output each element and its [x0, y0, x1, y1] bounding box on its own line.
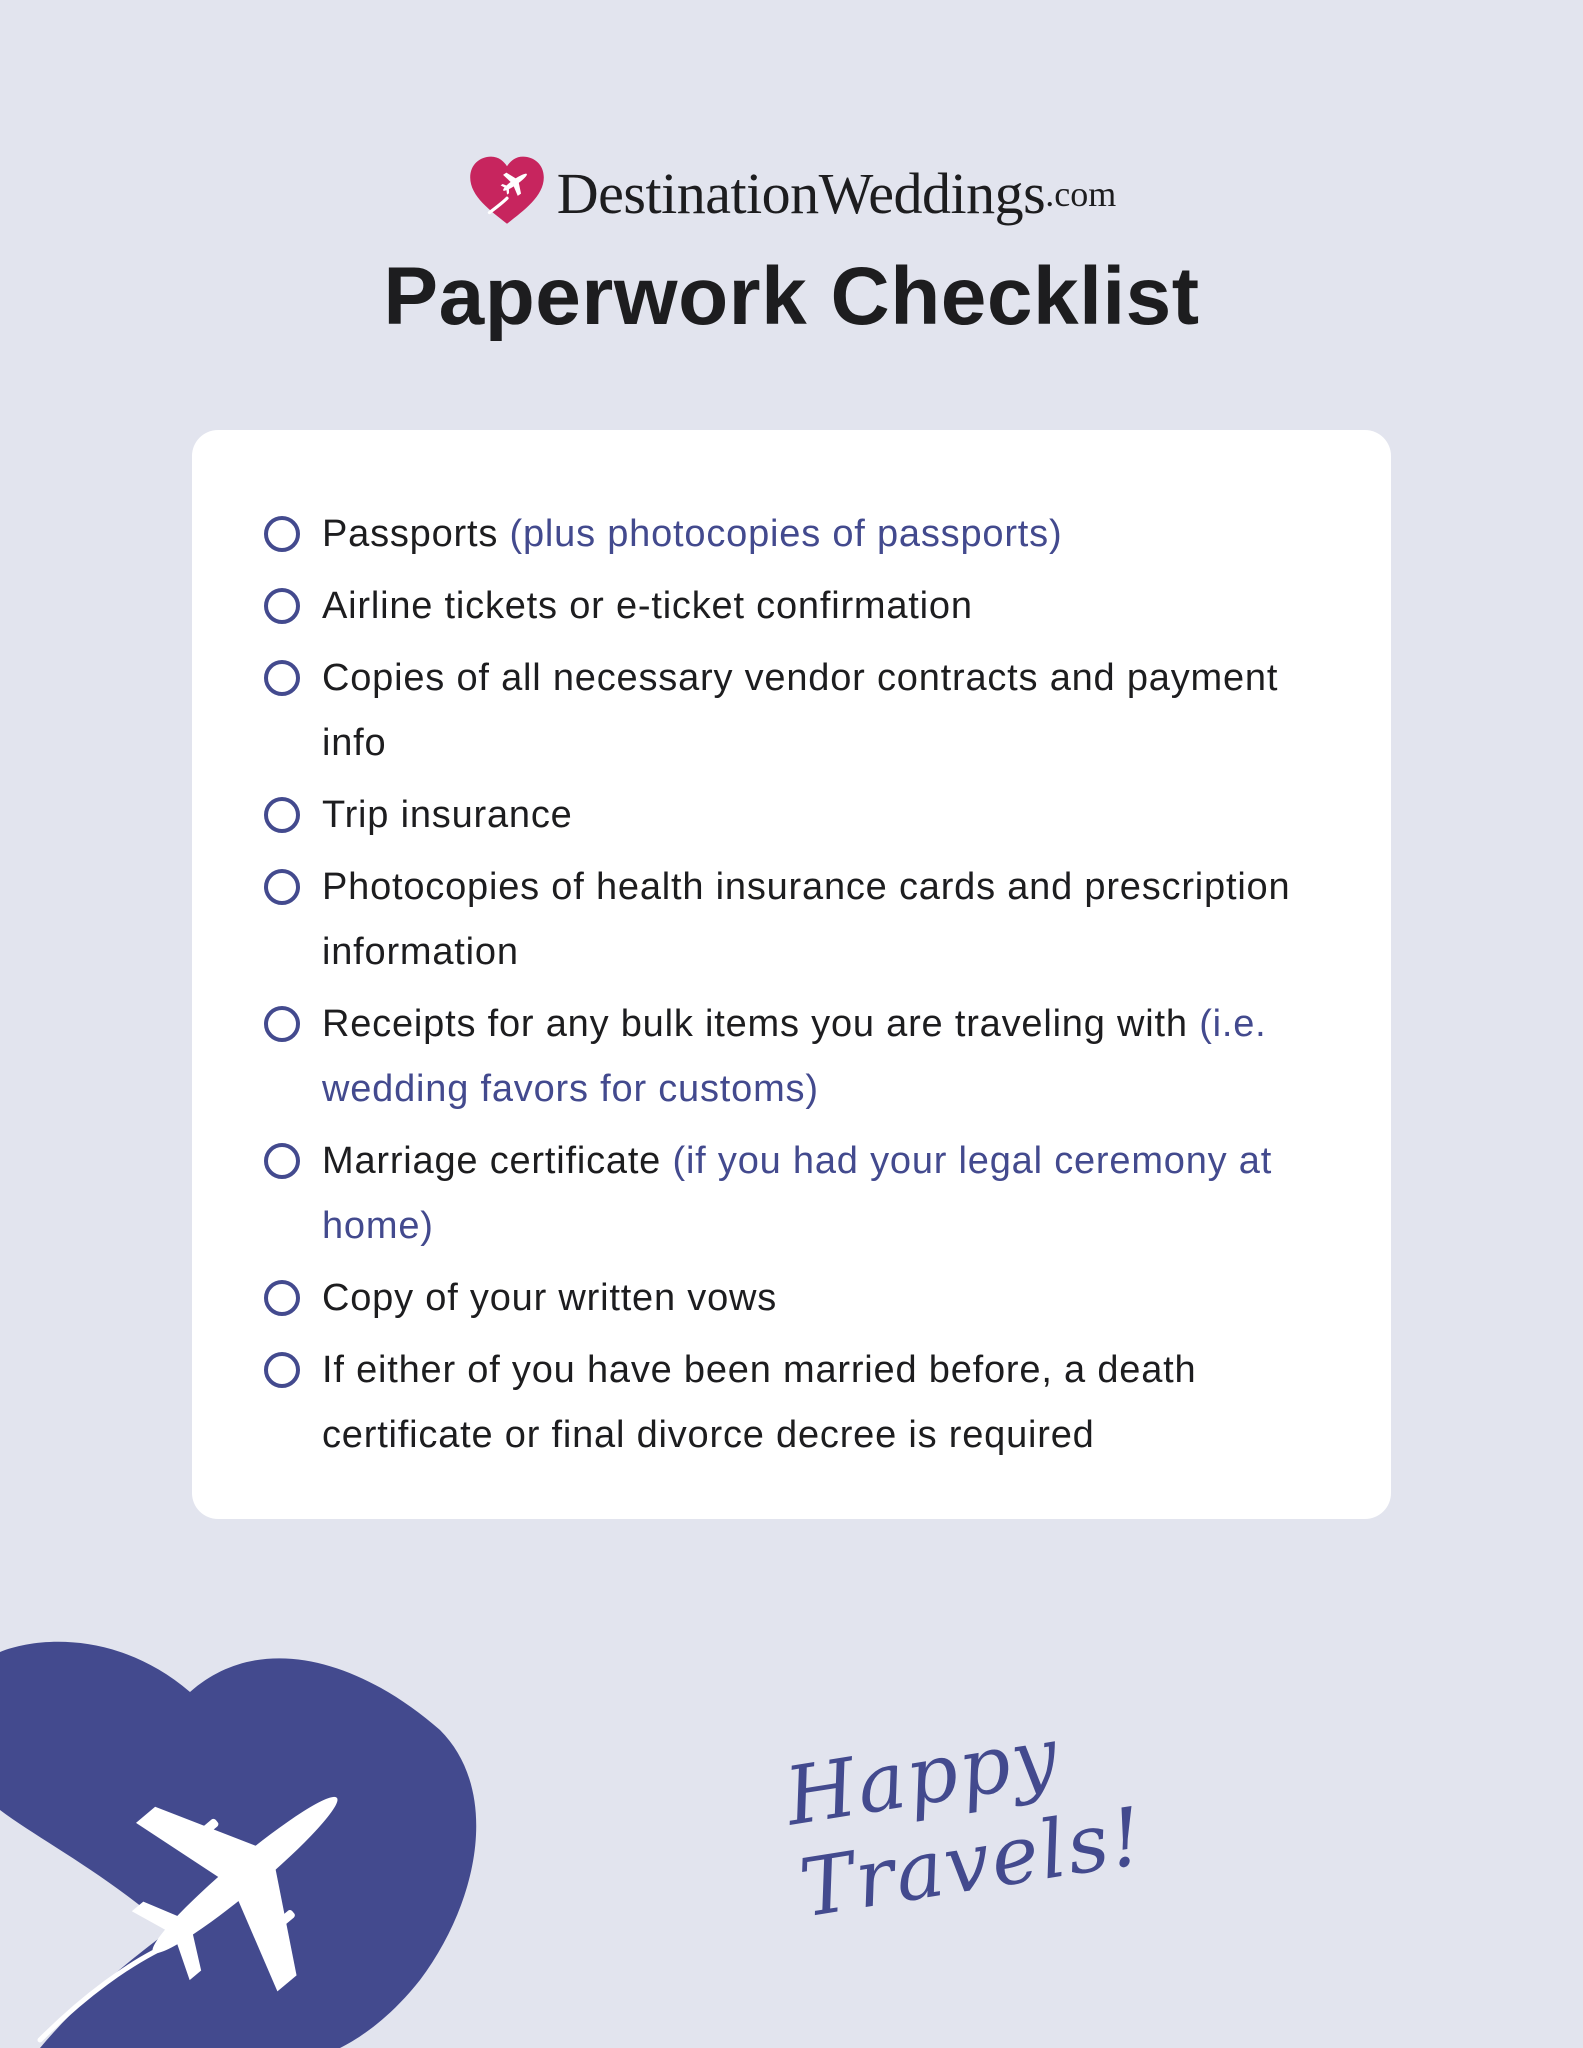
checkbox-circle-icon[interactable]: [264, 588, 300, 624]
item-text: Trip insurance: [322, 794, 573, 836]
checklist-item-vendor-contracts: [264, 646, 1331, 776]
item-note: (i.e. wedding favors for customs): [322, 1003, 1267, 1110]
item-text: Photocopies of health insurance cards and prescription information: [322, 866, 1291, 973]
page-title: Paperwork Checklist: [383, 251, 1200, 342]
checkbox-circle-icon[interactable]: [264, 1006, 300, 1042]
checkbox-circle-icon[interactable]: [264, 516, 300, 552]
item-note: (if you had your legal ceremony at home): [322, 1140, 1273, 1247]
item-text: Copies of all necessary vendor contracts and payment info: [322, 657, 1279, 764]
heart-airplane-icon: [0, 1640, 480, 2048]
item-text: Receipts for any bulk items you are traveling with: [322, 1003, 1188, 1045]
checklist-card: [192, 430, 1391, 1519]
checklist-item-passports: [264, 502, 1331, 567]
checklist-item-trip-insurance: [264, 783, 1331, 848]
brand-suffix: .com: [1045, 173, 1117, 214]
checklist-item-vows: [264, 1266, 1331, 1331]
checklist-item-airline-tickets: [264, 574, 1331, 639]
checklist: [264, 502, 1331, 1468]
item-text: Copy of your written vows: [322, 1277, 778, 1319]
checkbox-circle-icon[interactable]: [264, 1143, 300, 1179]
checkbox-circle-icon[interactable]: [264, 869, 300, 905]
item-text: Marriage certificate: [322, 1140, 662, 1182]
checkbox-circle-icon[interactable]: [264, 1352, 300, 1388]
heart-airplane-icon: [467, 155, 547, 227]
signoff-text: Happy Travels!: [779, 1708, 1151, 1936]
checklist-item-prior-marriage: [264, 1338, 1331, 1468]
brand-header: [0, 160, 1583, 227]
checklist-item-receipts: [264, 992, 1331, 1122]
checkbox-circle-icon[interactable]: [264, 1280, 300, 1316]
checkbox-circle-icon[interactable]: [264, 660, 300, 696]
item-text: If either of you have been married before, a death certificate or final divorce decree is required: [322, 1349, 1197, 1456]
item-note: (plus photocopies of passports): [509, 513, 1063, 555]
checklist-item-health-insurance: [264, 855, 1331, 985]
brand-name: DestinationWeddings: [556, 161, 1046, 226]
item-text: Passports: [322, 513, 499, 555]
checklist-item-marriage-certificate: [264, 1129, 1331, 1259]
item-text: Airline tickets or e-ticket confirmation: [322, 585, 973, 627]
checkbox-circle-icon[interactable]: [264, 797, 300, 833]
